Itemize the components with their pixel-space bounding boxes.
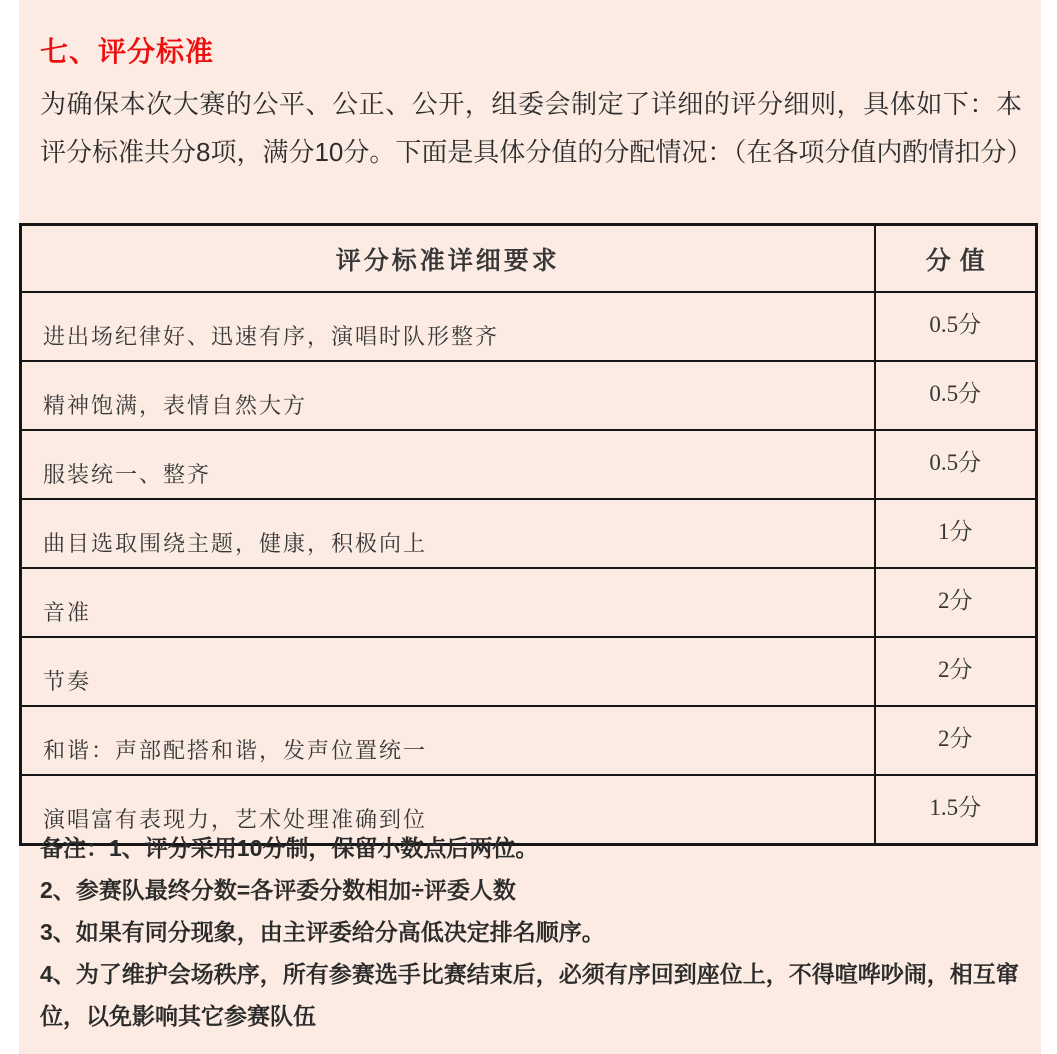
requirement-cell: 曲目选取围绕主题，健康，积极向上 <box>21 499 875 568</box>
table-row <box>21 568 1037 637</box>
score-column-header: 分值 <box>875 225 1037 293</box>
requirement-cell: 服装统一、整齐 <box>21 430 875 499</box>
note-line: 3、如果有同分现象，由主评委给分高低决定排名顺序。 <box>40 919 605 945</box>
requirement-cell: 进出场纪律好、迅速有序，演唱时队形整齐 <box>21 292 875 361</box>
score-table-body <box>21 292 1037 845</box>
table-row <box>21 499 1037 568</box>
notes <box>40 827 1028 1037</box>
note-line: 备注：1、评分采用10分制，保留小数点后两位。 <box>40 835 539 861</box>
section-heading: 七、评分标准 <box>40 36 215 67</box>
note-line: 2、参赛队最终分数=各评委分数相加÷评委人数 <box>40 877 516 903</box>
requirement-cell: 音准 <box>21 568 875 637</box>
table-row <box>21 430 1037 499</box>
content-panel <box>19 0 1041 1054</box>
requirement-cell: 和谐：声部配搭和谐，发声位置统一 <box>21 706 875 775</box>
table-row <box>21 361 1037 430</box>
requirements-column-header: 评分标准详细要求 <box>21 225 875 293</box>
score-cell: 0.5分 <box>875 430 1037 499</box>
intro-paragraph: 为确保本次大赛的公平、公正、公开，组委会制定了详细的评分细则，具体如下：本评分标准共分8项，满分10分。下面是具体分值的分配情况：（在各项分值内酌情扣分） <box>40 89 1033 167</box>
score-cell: 0.5分 <box>875 292 1037 361</box>
scoring-table-header <box>21 225 1037 293</box>
scoring-table <box>19 223 1038 846</box>
requirement-cell: 节奏 <box>21 637 875 706</box>
table-row <box>21 292 1037 361</box>
score-cell: 0.5分 <box>875 361 1037 430</box>
score-cell: 1.5分 <box>875 775 1037 845</box>
table-row <box>21 706 1037 775</box>
note-line: 4、为了维护会场秩序，所有参赛选手比赛结束后，必须有序回到座位上，不得喧哗吵闹，相互窜位，以免影响其它参赛队伍 <box>40 961 1019 1029</box>
score-cell: 1分 <box>875 499 1037 568</box>
table-row <box>21 637 1037 706</box>
score-cell: 2分 <box>875 637 1037 706</box>
score-cell: 2分 <box>875 706 1037 775</box>
score-cell: 2分 <box>875 568 1037 637</box>
requirement-cell: 精神饱满，表情自然大方 <box>21 361 875 430</box>
header-row <box>21 225 1037 293</box>
requirement-cell: 演唱富有表现力，艺术处理准确到位 <box>21 775 875 845</box>
